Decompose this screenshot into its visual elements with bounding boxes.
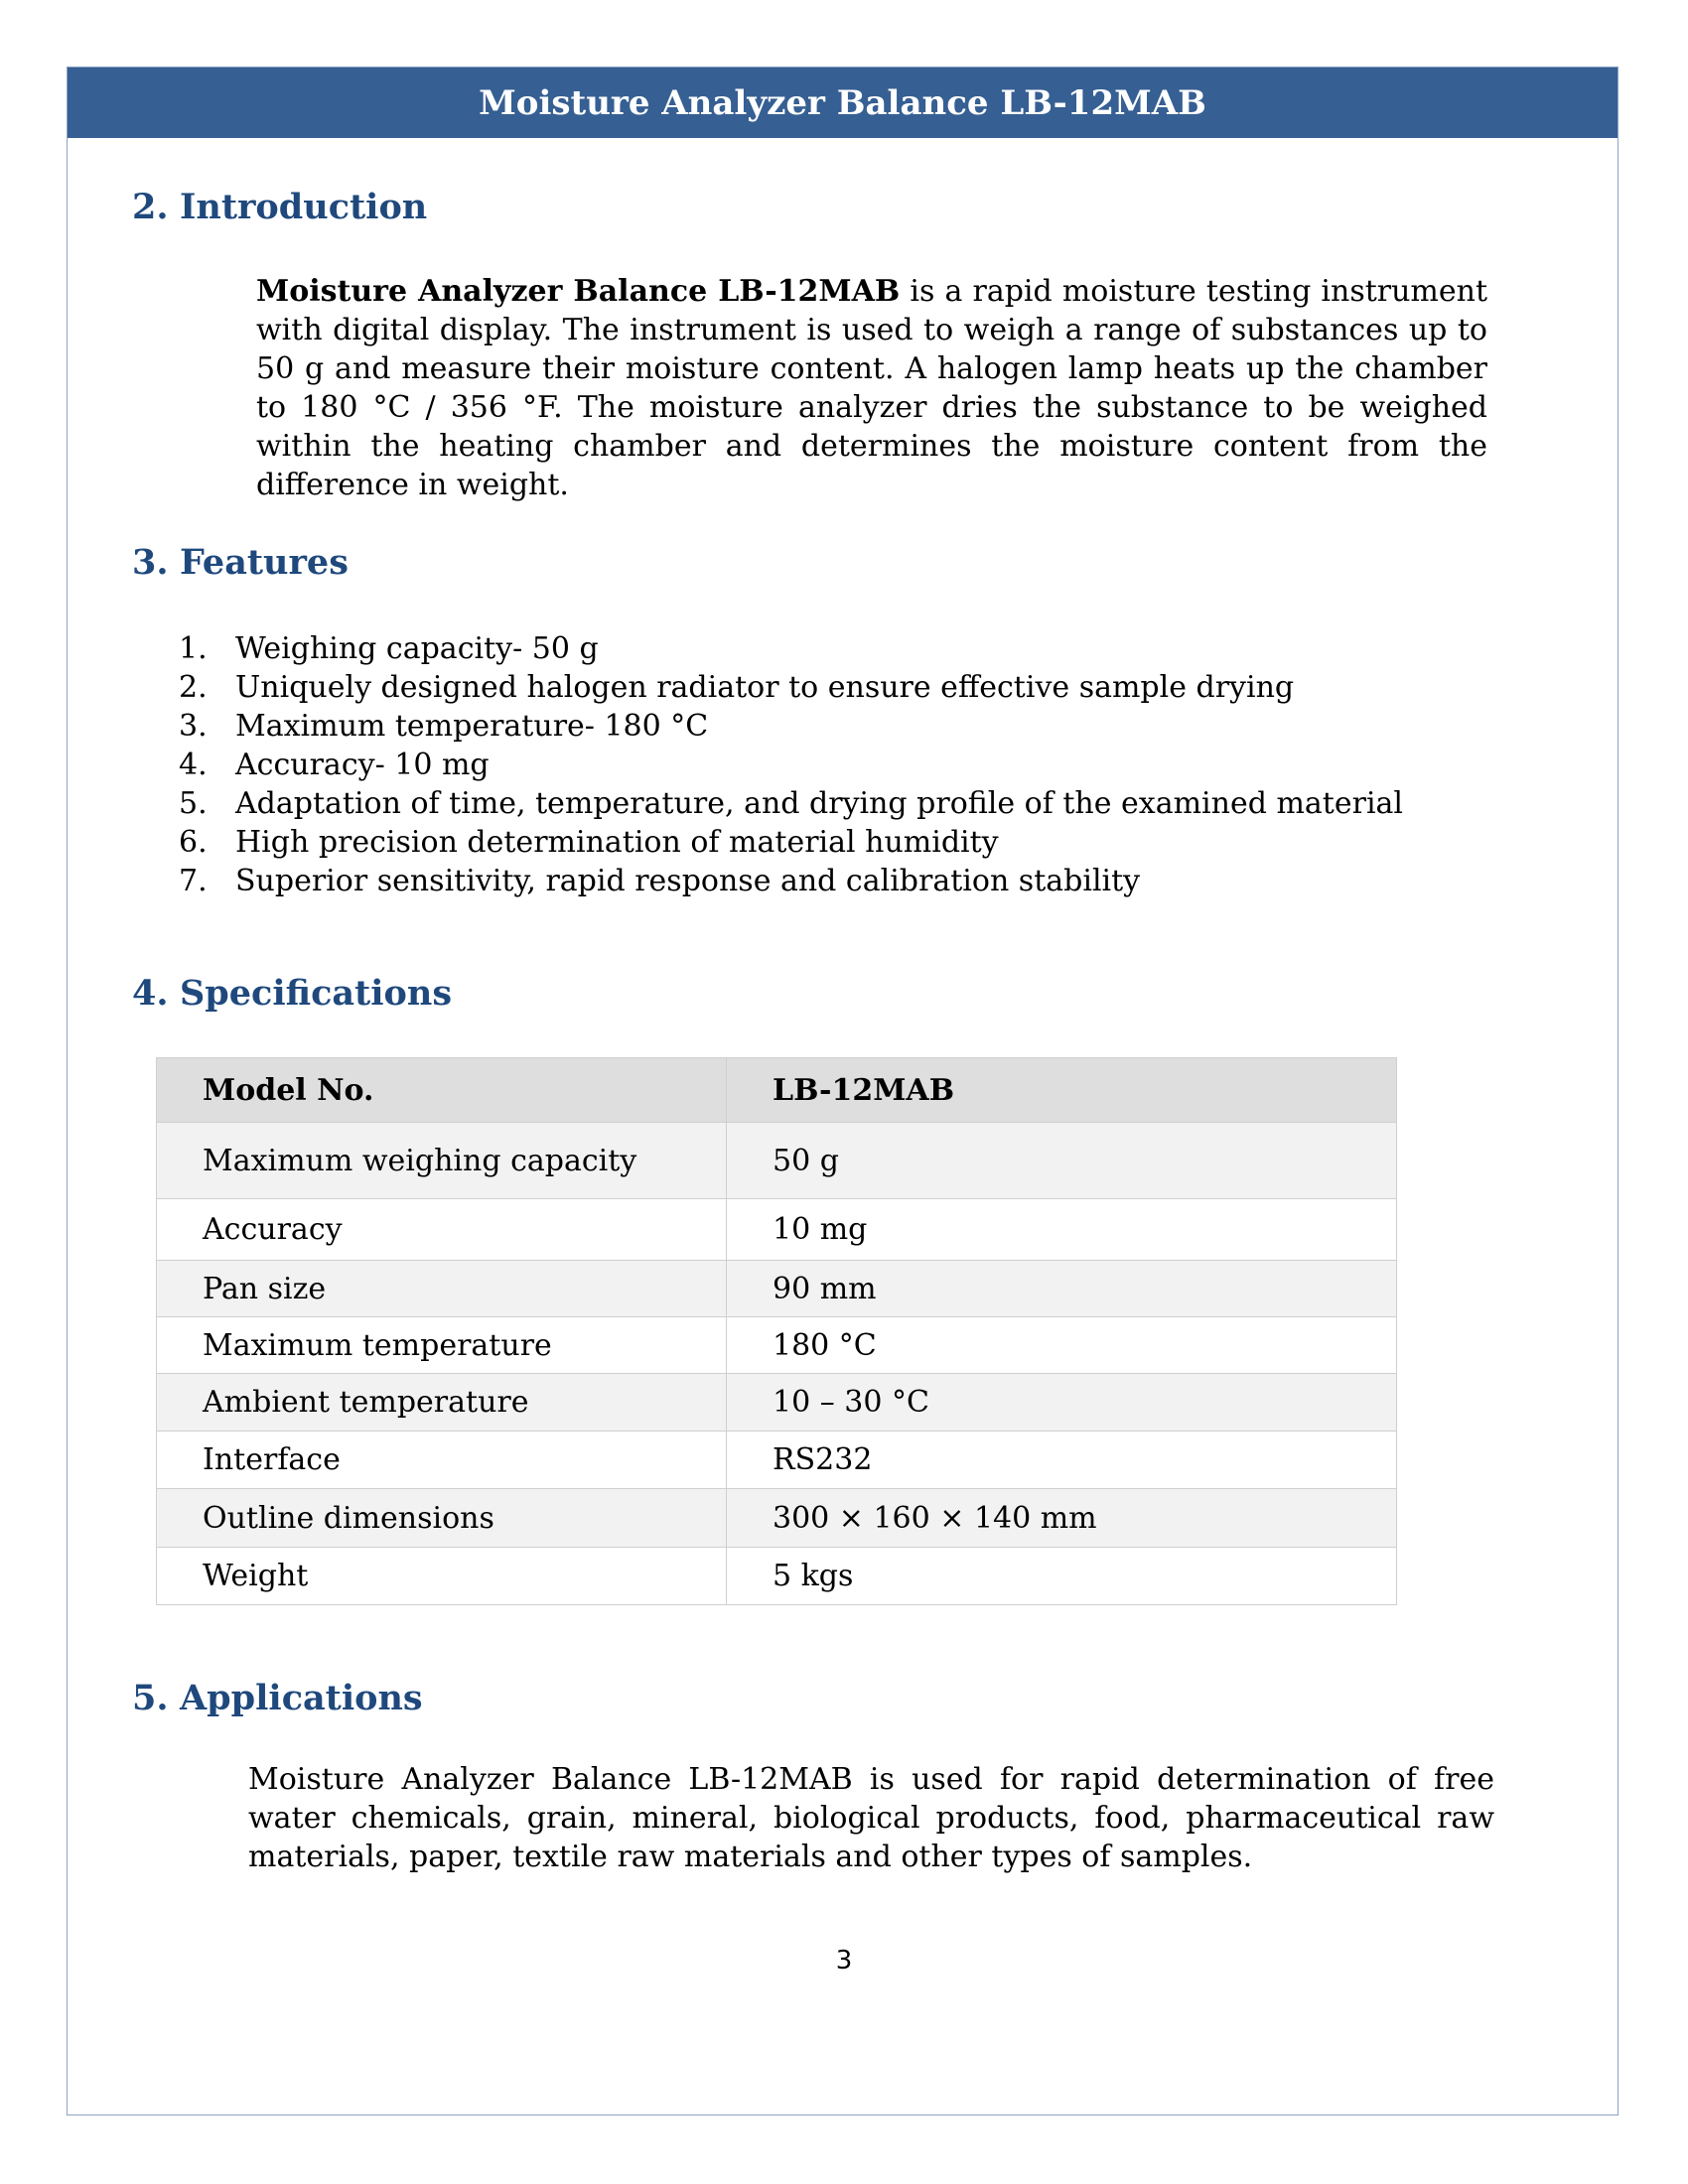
list-item-number: 7. bbox=[179, 864, 208, 898]
specifications-heading bbox=[132, 973, 452, 1014]
spec-value: RS232 bbox=[727, 1432, 1397, 1489]
table-row bbox=[157, 1432, 1397, 1489]
spec-value: 10 mg bbox=[727, 1199, 1397, 1261]
features-heading bbox=[132, 542, 349, 583]
list-item-text: Superior sensitivity, rapid response and calibration stability bbox=[235, 864, 1141, 898]
spec-value: 300 × 160 × 140 mm bbox=[727, 1489, 1397, 1548]
list-item-number: 4. bbox=[179, 748, 208, 782]
table-header-cell: LB-12MAB bbox=[727, 1058, 1397, 1123]
list-item-text: Maximum temperature- 180 °C bbox=[235, 709, 709, 744]
document-title-banner bbox=[68, 68, 1618, 138]
list-item bbox=[179, 629, 1403, 668]
introduction-paragraph bbox=[256, 272, 1487, 504]
features-title: Features bbox=[180, 542, 349, 583]
specifications-number: 4. bbox=[132, 973, 169, 1014]
spec-value: 5 kgs bbox=[727, 1548, 1397, 1605]
spec-label: Interface bbox=[157, 1432, 727, 1489]
list-item-text: Adaptation of time, temperature, and drying profile of the examined material bbox=[235, 786, 1404, 821]
list-item bbox=[179, 784, 1403, 823]
specifications-title: Specifications bbox=[180, 973, 453, 1014]
features-number: 3. bbox=[132, 542, 169, 583]
introduction-lead: Moisture Analyzer Balance LB-12MAB bbox=[256, 274, 901, 309]
list-item-number: 1. bbox=[179, 631, 208, 666]
spec-label: Accuracy bbox=[157, 1199, 727, 1261]
applications-number: 5. bbox=[132, 1678, 169, 1718]
applications-paragraph: Moisture Analyzer Balance LB-12MAB is used for rapid determination of free water chemicals, grain, mineral, biological products, food, pharmaceutical raw materials, paper, textile raw materials and other types of samples. bbox=[248, 1762, 1494, 1874]
list-item bbox=[179, 823, 1403, 862]
table-row bbox=[157, 1489, 1397, 1548]
introduction-text: is a rapid moisture testing instrument with digital display. The instrument is used to weigh a range of substances up to 50 g and measure their moisture content. A halogen lamp heats up the chamber to 180 °C / 356 °F. The moisture analyzer dries the substance to be weighed within the heating chamber and determines the moisture content from the difference in weight. bbox=[256, 274, 1488, 502]
table-row bbox=[157, 1123, 1397, 1199]
list-item-text: High precision determination of material humidity bbox=[235, 825, 999, 860]
spec-label: Maximum weighing capacity bbox=[157, 1123, 727, 1199]
list-item bbox=[179, 862, 1403, 900]
specifications-table bbox=[156, 1057, 1397, 1605]
spec-label: Weight bbox=[157, 1548, 727, 1605]
table-row bbox=[157, 1374, 1397, 1432]
list-item bbox=[179, 707, 1403, 746]
introduction-heading bbox=[132, 187, 427, 227]
introduction-number: 2. bbox=[132, 187, 169, 227]
page-number: 3 bbox=[835, 1946, 853, 1976]
list-item-text: Accuracy- 10 mg bbox=[235, 748, 490, 782]
spec-value: 180 °C bbox=[727, 1317, 1397, 1374]
list-item-number: 2. bbox=[179, 670, 208, 705]
introduction-title: Introduction bbox=[180, 187, 428, 227]
list-item bbox=[179, 746, 1403, 784]
applications-heading bbox=[132, 1678, 423, 1718]
list-item bbox=[179, 668, 1403, 707]
table-header-cell: Model No. bbox=[157, 1058, 727, 1123]
list-item-text: Weighing capacity- 50 g bbox=[235, 631, 599, 666]
spec-label: Ambient temperature bbox=[157, 1374, 727, 1432]
table-header-row bbox=[157, 1058, 1397, 1123]
spec-value: 90 mm bbox=[727, 1261, 1397, 1317]
list-item-number: 6. bbox=[179, 825, 208, 860]
table-row bbox=[157, 1317, 1397, 1374]
spec-label: Maximum temperature bbox=[157, 1317, 727, 1374]
table-row bbox=[157, 1199, 1397, 1261]
document-title: Moisture Analyzer Balance LB-12MAB bbox=[479, 82, 1206, 123]
table-row bbox=[157, 1261, 1397, 1317]
list-item-number: 5. bbox=[179, 786, 208, 821]
list-item-number: 3. bbox=[179, 709, 208, 744]
table-row bbox=[157, 1548, 1397, 1605]
spec-value: 50 g bbox=[727, 1123, 1397, 1199]
list-item-text: Uniquely designed halogen radiator to ensure effective sample drying bbox=[235, 670, 1295, 705]
spec-label: Pan size bbox=[157, 1261, 727, 1317]
spec-value: 10 – 30 °C bbox=[727, 1374, 1397, 1432]
spec-label: Outline dimensions bbox=[157, 1489, 727, 1548]
applications-title: Applications bbox=[180, 1678, 423, 1718]
features-list bbox=[179, 629, 1403, 900]
